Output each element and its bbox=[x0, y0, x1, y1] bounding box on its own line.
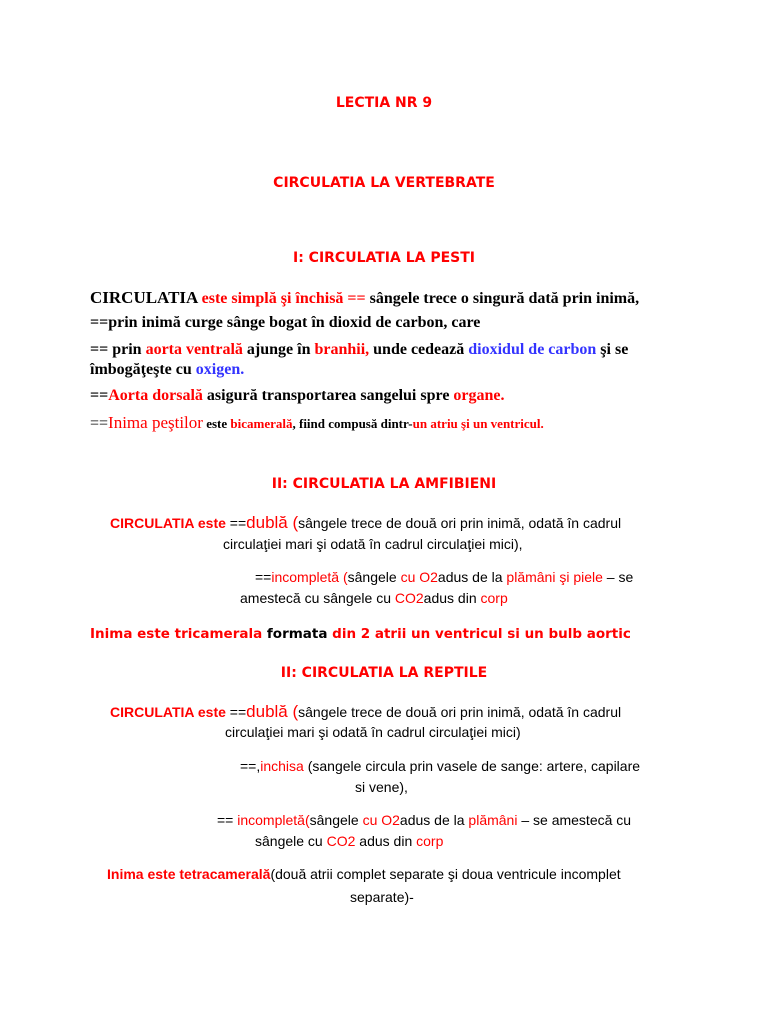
section2-line3: ==incompletă (sângele cu O2adus de la plămâni şi piele – se bbox=[255, 569, 634, 585]
section1-line3: == prin aorta ventrală ajunge în branhii, unde cedează dioxidul de carbon şi se bbox=[90, 341, 629, 358]
section3-heart-line: Inima este tetracamerală(două atrii complet separate şi doua ventricule incomplet bbox=[107, 866, 621, 882]
document-title: LECTIA NR 9 bbox=[335, 95, 433, 111]
section2-line2: circulaţiei mari şi odată în cadrul circulaţiei mici), bbox=[223, 536, 523, 552]
section2-heart-line: Inima este tricamerala formata din 2 atrii un ventricul si un bulb aortic bbox=[90, 626, 631, 642]
section3-line1: CIRCULATIA este ==dublă (sângele trece de două ori prin inimă, odată în cadrul bbox=[110, 702, 622, 721]
section3-line5: == incompletă(sângele cu O2adus de la plămâni – se amestecă cu bbox=[217, 812, 632, 828]
section3-line2: circulaţiei mari şi odată în cadrul circulaţiei mici) bbox=[225, 724, 521, 740]
section2-line4: amestecă cu sângele cu CO2adus din corp bbox=[240, 590, 508, 606]
section1-line4: îmbogăţeşte cu oxigen. bbox=[90, 361, 245, 378]
section1-line1: CIRCULATIA este simplă şi închisă == sângele trece o singură dată prin inimă, bbox=[90, 288, 640, 307]
section3-line4: si vene), bbox=[355, 779, 408, 795]
document-subtitle: CIRCULATIA LA VERTEBRATE bbox=[273, 175, 495, 191]
section3-line8: separate)- bbox=[350, 889, 414, 905]
section1-heading: I: CIRCULATIA LA PESTI bbox=[292, 250, 476, 266]
section2-line1: CIRCULATIA este ==dublă (sângele trece de două ori prin inimă, odată în cadrul bbox=[110, 513, 622, 532]
section3-heading: II: CIRCULATIA LA REPTILE bbox=[280, 665, 488, 681]
section1-line6: ==Inima peştilor este bicamerală, fiind compusă dintr-un atriu şi un ventricul. bbox=[90, 413, 544, 432]
section3-line6: sângele cu CO2 adus din corp bbox=[255, 833, 444, 849]
section1-line2: ==prin inimă curge sânge bogat în dioxid de carbon, care bbox=[90, 314, 481, 331]
section1-line5: ==Aorta dorsală asigură transportarea sangelui spre organe. bbox=[90, 387, 505, 404]
section3-line3: ==,inchisa (sangele circula prin vasele de sange: artere, capilare bbox=[240, 758, 641, 774]
section2-heading: II: CIRCULATIA LA AMFIBIENI bbox=[271, 476, 497, 492]
